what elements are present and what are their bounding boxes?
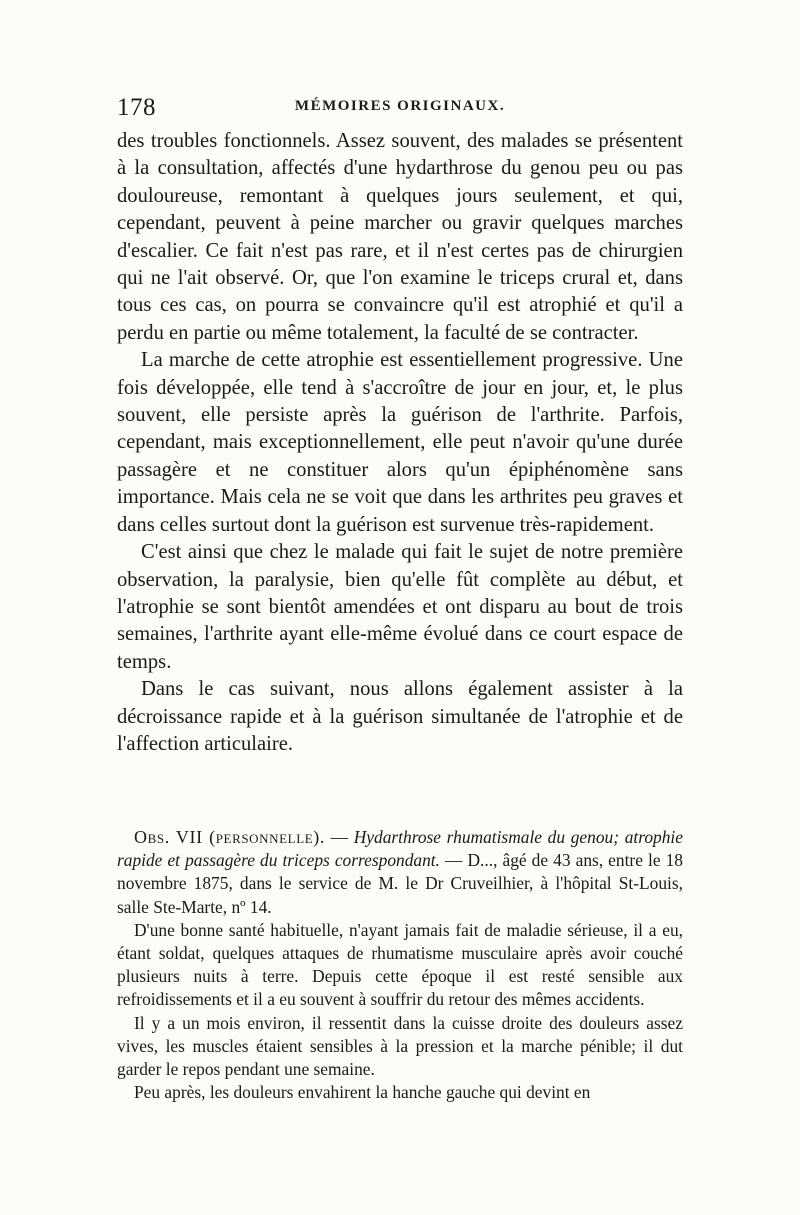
observation-intro: — D..., âgé de 43 ans, entre le 18 novembre 1875, dans le service de M. le Dr Cruveilhier, à l'hôpital St-Louis, salle Ste-Marte, nº 14. — [117, 850, 683, 917]
paragraph-3: C'est ainsi que chez le malade qui fait le sujet de notre première observation, la paralysie, bien qu'elle fût complète au début, et l'atrophie se sont bientôt amendées et ont disparu au bout de trois semaines, l'arthrite ayant elle-même évolué dans ce court espace de temps. — [117, 541, 683, 673]
paragraph-4: Dans le cas suivant, nous allons également assister à la décroissance rapide et à la guérison simultanée de l'atrophie et de l'affection articulaire. — [117, 678, 683, 755]
observation-dash: — — [325, 827, 354, 847]
observation-paragraph-2: Il y a un mois environ, il ressentit dans la cuisse droite des douleurs assez vives, les muscles étaient sensibles à la pression et la marche pénible; il dut garder le repos pendant une semaine. — [117, 1012, 683, 1080]
paragraph-2: La marche de cette atrophie est essentiellement progressive. Une fois développée, elle tend à s'accroître de jour en jour, et, le plus souvent, elle persiste après la guérison de l'arthrite. Parfois, cependant, mais exceptionnellement, elle peut n'avoir qu'une durée passagère et ne constituer alors qu'un épiphénomène sans importance. Mais cela ne se voit que dans les arthrites peu graves et dans celles surtout dont la guérison est survenue très-rapidement. — [117, 349, 683, 536]
observation-title: Hydarthrose rhumatismale du genou; atrophie rapide et passagère du triceps correspondant. — [117, 827, 683, 871]
observation-paragraph-3: Peu après, les douleurs envahirent la hanche gauche qui devint en — [134, 1082, 591, 1103]
running-title: MÉMOIRES ORIGINAUX. — [294, 98, 506, 114]
observation-section — [117, 826, 683, 1104]
page-header — [117, 94, 683, 124]
page-number: 178 — [117, 94, 156, 121]
body-text — [117, 128, 683, 758]
observation-label: Obs. VII (personnelle). — [134, 827, 325, 847]
paragraph-1: des troubles fonctionnels. Assez souvent, des malades se présentent à la consultation, affectés d'une hydarthrose du genou peu ou pas douloureuse, remontant à quelques jours seulement, et qui, cependant, peuvent à peine marcher ou gravir quelques marches d'escalier. Ce fait n'est pas rare, et il n'est certes pas de chirurgien qui ne l'ait observé. Or, que l'on examine le triceps crural et, dans tous ces cas, on pourra se convaincre qu'il est atrophié et qu'il a perdu en partie ou même totalement, la faculté de se contracter. — [117, 130, 683, 344]
observation-paragraph-1: D'une bonne santé habituelle, n'ayant jamais fait de maladie sérieuse, il a eu, étant soldat, quelques attaques de rhumatisme musculaire après avoir couché plusieurs nuits à terre. Depuis cette époque il est resté sensible aux refroidissements et il a eu souvent à souffrir du retour des mêmes accidents. — [117, 919, 683, 1010]
observation-heading — [117, 826, 683, 919]
